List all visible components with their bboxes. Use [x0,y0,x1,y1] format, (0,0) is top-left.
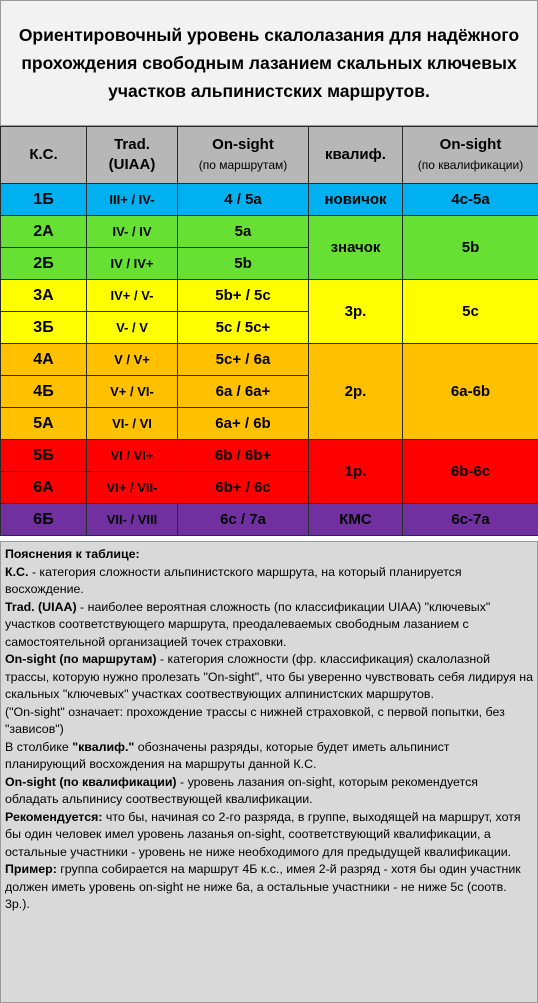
onsight-cell: 6c / 7a [178,504,309,536]
ks-cell: 4Б [1,376,87,408]
header-trad: Trad. (UIAA) [87,127,178,184]
qualif-cell: значок [309,216,403,280]
trad-cell: V+ / VI- [87,376,178,408]
trad-cell: VI+ / VII- [87,472,178,504]
qualif-onsight-cell: 6c-7a [403,504,538,536]
note-ks: К.С. - категория сложности альпинистского маршрута, на который планируется восхождение. [5,564,462,596]
title-panel [0,0,538,126]
table-row [1,440,538,472]
page-title: Ориентировочный уровень скалолазания для надёжного прохождения свободным лазанием скальных ключевых участков альпинистских маршрутов. [18,25,520,101]
note-onsight-qualif: On-sight (по квалификации) - уровень лазания on-sight, которым рекомендуется обладать альпинису соотвествующей квалификации. [5,774,478,806]
table-row [1,344,538,376]
trad-cell: V / V+ [87,344,178,376]
trad-cell: IV / IV+ [87,248,178,280]
note-recommend: Рекомендуется: что бы, начиная со 2-го разряда, в группе, выходящей на маршрут, хотя бы один человек имел уровень лазанья on-sight, соответствующий квалификации, а остальные участники - уровень не ниже необходимого для предыдущей квалификации. [5,809,521,859]
onsight-cell: 6a+ / 6b [178,408,309,440]
note-example: Пример: группа собирается на маршрут 4Б к.с., имея 2-й разряд - хотя бы один участник должен иметь уровень on-sight не ниже 6a, а остальные участники - не ниже 5c (соотв. 3р.). [5,862,521,911]
ks-cell: 4А [1,344,87,376]
note-qualif: В столбике "квалиф." обозначены разряды, которые будет иметь альпинист планирующий восхождения на маршруты данной К.С. [5,739,450,771]
table-row [1,504,538,536]
onsight-cell: 5a [178,216,309,248]
header-onsight-qualif: On-sight (по квалификации) [403,127,538,184]
ks-cell: 2А [1,216,87,248]
header-onsight-routes: On-sight (по маршрутам) [178,127,309,184]
qualif-cell: КМС [309,504,403,536]
grade-table [0,126,538,536]
ks-cell: 2Б [1,248,87,280]
table-row [1,184,538,216]
qualif-onsight-cell: 6a-6b [403,344,538,440]
note-onsight-meaning: ("On-sight" означает: прохождение трассы с нижней страховкой, с первой попытки, без "зависов") [5,704,505,736]
qualif-onsight-cell: 6b-6c [403,440,538,504]
trad-cell: VII- / VIII [87,504,178,536]
note-onsight-routes: On-sight (по маршрутам) - категория сложности (фр. классификация) скалолазной трассы, которую нужно пролезать "On-sight", что бы уверенно чувствовать себя лидируя на скальных "ключевых" участках соотвествующих алпинистских маршрутов. [5,652,533,701]
qualif-onsight-cell: 5c [403,280,538,344]
onsight-cell: 6b+ / 6c [178,472,309,504]
header-ks: К.С. [1,127,87,184]
ks-cell: 5А [1,408,87,440]
onsight-cell: 6a / 6a+ [178,376,309,408]
ks-cell: 6Б [1,504,87,536]
onsight-cell: 5b [178,248,309,280]
qualif-cell: 1р. [309,440,403,504]
trad-cell: IV+ / V- [87,280,178,312]
onsight-cell: 6b / 6b+ [178,440,309,472]
ks-cell: 3А [1,280,87,312]
notes-panel [0,541,538,1003]
trad-cell: IV- / IV [87,216,178,248]
ks-cell: 6А [1,472,87,504]
trad-cell: VI / VI+ [87,440,178,472]
qualif-cell: 2р. [309,344,403,440]
notes-heading: Пояснения к таблице: [5,547,140,561]
table-row [1,216,538,248]
table-header-row [1,127,538,184]
onsight-cell: 5c+ / 6a [178,344,309,376]
trad-cell: V- / V [87,312,178,344]
qualif-onsight-cell: 5b [403,216,538,280]
ks-cell: 5Б [1,440,87,472]
onsight-cell: 5c / 5c+ [178,312,309,344]
trad-cell: VI- / VI [87,408,178,440]
onsight-cell: 4 / 5a [178,184,309,216]
table-row [1,280,538,312]
header-qualif: квалиф. [309,127,403,184]
qualif-cell: новичок [309,184,403,216]
ks-cell: 1Б [1,184,87,216]
ks-cell: 3Б [1,312,87,344]
note-trad: Trad. (UIAA) - наиболее вероятная сложность (по классификации UIAA) "ключевых" участков соответствующего маршрута, преодалеваемых свободным лазанием с самостоятельной организацией точек страховки. [5,599,491,649]
onsight-cell: 5b+ / 5c [178,280,309,312]
qualif-onsight-cell: 4c-5a [403,184,538,216]
trad-cell: III+ / IV- [87,184,178,216]
qualif-cell: 3р. [309,280,403,344]
